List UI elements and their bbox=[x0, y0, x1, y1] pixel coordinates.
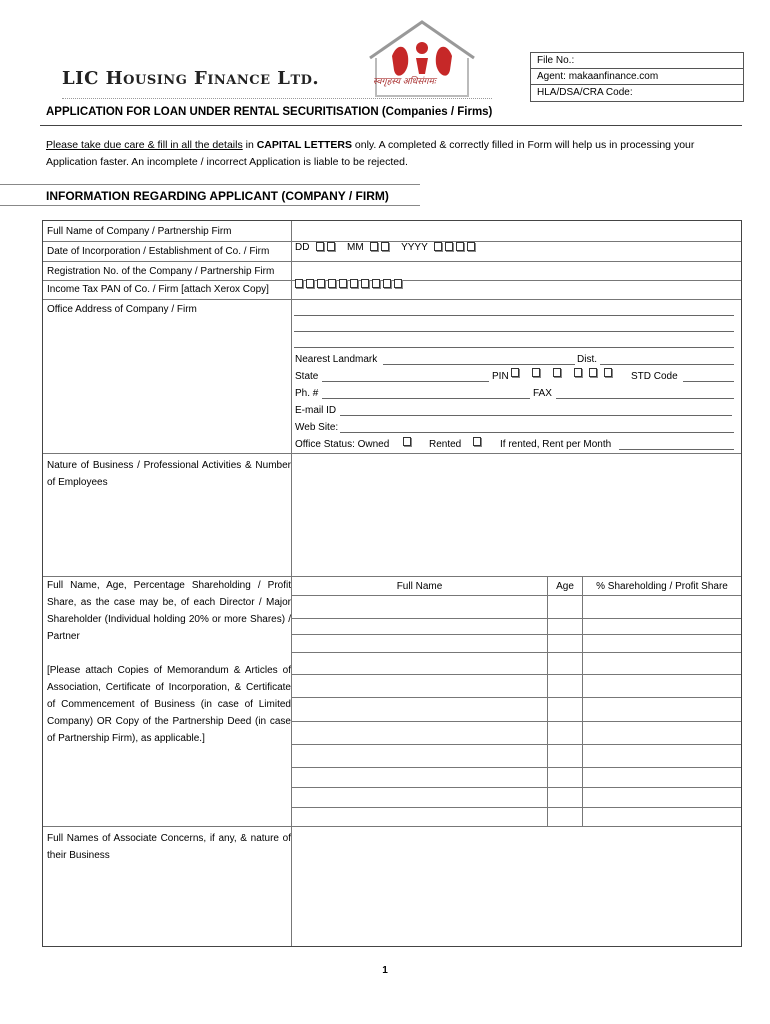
full-name-header: Full Name bbox=[396, 581, 443, 592]
pan-char-box[interactable] bbox=[295, 279, 303, 288]
instructions bbox=[46, 137, 746, 171]
yyyy-boxes[interactable] bbox=[434, 242, 478, 253]
mm-label: MM bbox=[347, 242, 364, 253]
attach-note: [Please attach Copies of Memorandum & Articles of Association, Certificate of Incorporation, & Certificate of Commencement of Business (in case of Limited Company) OR Copy of the Partnership Deed (in case of Partnership Firm), as applicable.] bbox=[47, 665, 291, 744]
digit-box[interactable] bbox=[456, 242, 464, 251]
applicant-form bbox=[42, 220, 742, 947]
title-divider bbox=[40, 125, 742, 126]
rented-label: Rented bbox=[429, 439, 462, 450]
table-row[interactable] bbox=[291, 697, 741, 698]
instructions-capital: CAPITAL LETTERS bbox=[256, 139, 352, 151]
table-row[interactable] bbox=[291, 744, 741, 745]
company-logo bbox=[40, 18, 480, 100]
brand-tagline: स्वगृहस्य अधिसंगमः bbox=[373, 76, 436, 86]
rented-checkbox[interactable] bbox=[473, 437, 481, 446]
email-input[interactable] bbox=[340, 415, 732, 416]
pin-digit-box[interactable] bbox=[589, 368, 597, 377]
website-label: Web Site: bbox=[295, 422, 339, 433]
reg-no-label: Registration No. of the Company / Partnership Firm bbox=[47, 266, 275, 277]
digit-box[interactable] bbox=[316, 242, 324, 251]
pan-char-box[interactable] bbox=[350, 279, 358, 288]
email-label: E-mail ID bbox=[295, 405, 337, 416]
rent-per-month-input[interactable] bbox=[619, 449, 734, 450]
rent-per-month-label: If rented, Rent per Month bbox=[500, 439, 612, 450]
pin-digit-box[interactable] bbox=[604, 368, 612, 377]
row-rule bbox=[43, 299, 741, 300]
address-line-1[interactable] bbox=[294, 315, 734, 316]
table-row[interactable] bbox=[291, 652, 741, 653]
table-row[interactable] bbox=[291, 634, 741, 635]
fax-label: FAX bbox=[533, 388, 552, 399]
address-line-2[interactable] bbox=[294, 331, 734, 332]
website-input[interactable] bbox=[340, 432, 734, 433]
landmark-label: Nearest Landmark bbox=[295, 354, 378, 365]
pan-char-box[interactable] bbox=[306, 279, 314, 288]
table-row[interactable] bbox=[291, 767, 741, 768]
agent-field: Agent: makaanfinance.com bbox=[531, 69, 743, 85]
dd-label: DD bbox=[295, 242, 310, 253]
mm-boxes[interactable] bbox=[370, 242, 392, 253]
page-number: 1 bbox=[382, 965, 388, 976]
pin-digit-box[interactable] bbox=[553, 368, 561, 377]
landmark-input[interactable] bbox=[383, 364, 575, 365]
pin-digit-box[interactable] bbox=[511, 368, 519, 377]
pan-char-box[interactable] bbox=[394, 279, 402, 288]
pan-char-box[interactable] bbox=[361, 279, 369, 288]
pin-field[interactable] bbox=[492, 368, 615, 382]
digit-box[interactable] bbox=[445, 242, 453, 251]
office-address-label: Office Address of Company / Firm bbox=[47, 304, 197, 315]
digit-box[interactable] bbox=[327, 242, 335, 251]
digit-box[interactable] bbox=[370, 242, 378, 251]
pan-char-box[interactable] bbox=[328, 279, 336, 288]
pan-char-box[interactable] bbox=[339, 279, 347, 288]
state-input[interactable] bbox=[322, 381, 489, 382]
pan-char-box[interactable] bbox=[372, 279, 380, 288]
full-name-label: Full Name of Company / Partnership Firm bbox=[47, 226, 232, 237]
owned-checkbox[interactable] bbox=[403, 437, 411, 446]
instructions-in: in bbox=[242, 139, 257, 151]
table-row[interactable] bbox=[291, 674, 741, 675]
pin-digit-box[interactable] bbox=[574, 368, 582, 377]
table-row[interactable] bbox=[291, 618, 741, 619]
dist-label: Dist. bbox=[577, 354, 597, 365]
row-rule bbox=[43, 826, 741, 827]
associate-concerns-label: Full Names of Associate Concerns, if any, & nature of their Business bbox=[47, 833, 291, 861]
date-inc-field[interactable] bbox=[295, 242, 484, 253]
table-divider bbox=[547, 576, 548, 826]
nature-business-label: Nature of Business / Professional Activities & Number of Employees bbox=[47, 460, 291, 488]
digit-box[interactable] bbox=[434, 242, 442, 251]
code-field[interactable]: HLA/DSA/CRA Code: bbox=[537, 87, 633, 98]
brand-name: LIC Housing Finance Ltd. bbox=[62, 68, 320, 89]
age-header: Age bbox=[556, 581, 574, 592]
instructions-rest: only. A completed & correctly filled in Form will help us in processing your Application faster. An incomplete / incorrect Application is liable to be rejected. bbox=[46, 139, 695, 168]
table-row[interactable] bbox=[291, 787, 741, 788]
shareholding-label: Full Name, Age, Percentage Shareholding / Profit Share, as the case may be, of each Director / Major Shareholder (Individual holding 20% or more Shares) / Partner bbox=[47, 580, 291, 642]
pan-char-box[interactable] bbox=[317, 279, 325, 288]
shareholding-header: % Shareholding / Profit Share bbox=[596, 581, 728, 592]
office-status-label: Office Status: Owned bbox=[295, 439, 390, 450]
dd-boxes[interactable] bbox=[316, 242, 338, 253]
section-heading: INFORMATION REGARDING APPLICANT (COMPANY / FIRM) bbox=[46, 189, 389, 203]
digit-box[interactable] bbox=[381, 242, 389, 251]
std-code-input[interactable] bbox=[683, 381, 734, 382]
std-code-label: STD Code bbox=[631, 371, 678, 382]
section-rule-bottom bbox=[0, 205, 420, 206]
instructions-underlined: Please take due care & fill in all the details bbox=[46, 139, 243, 151]
logo-divider bbox=[62, 98, 492, 99]
pan-boxes[interactable] bbox=[295, 279, 405, 290]
phone-input[interactable] bbox=[322, 398, 530, 399]
file-info-box bbox=[530, 52, 744, 102]
row-rule bbox=[43, 261, 741, 262]
yyyy-label: YYYY bbox=[401, 242, 428, 253]
form-title: APPLICATION FOR LOAN UNDER RENTAL SECURITISATION (Companies / Firms) bbox=[46, 106, 493, 118]
table-row[interactable] bbox=[291, 807, 741, 808]
fax-input[interactable] bbox=[556, 398, 734, 399]
dist-input[interactable] bbox=[600, 364, 734, 365]
table-divider bbox=[582, 576, 583, 826]
section-rule-top bbox=[0, 184, 420, 185]
pin-label: PIN bbox=[492, 371, 509, 382]
pin-digit-box[interactable] bbox=[532, 368, 540, 377]
digit-box[interactable] bbox=[467, 242, 475, 251]
row-rule bbox=[43, 453, 741, 454]
file-no-field[interactable]: File No.: bbox=[531, 53, 743, 69]
pan-char-box[interactable] bbox=[383, 279, 391, 288]
table-row[interactable] bbox=[291, 721, 741, 722]
date-inc-label: Date of Incorporation / Establishment of Co. / Firm bbox=[47, 246, 270, 257]
pan-label: Income Tax PAN of Co. / Firm [attach Xerox Copy] bbox=[47, 284, 269, 295]
phone-label: Ph. # bbox=[295, 388, 319, 399]
address-line-3[interactable] bbox=[294, 347, 734, 348]
table-row[interactable] bbox=[291, 595, 741, 596]
state-label: State bbox=[295, 371, 319, 382]
